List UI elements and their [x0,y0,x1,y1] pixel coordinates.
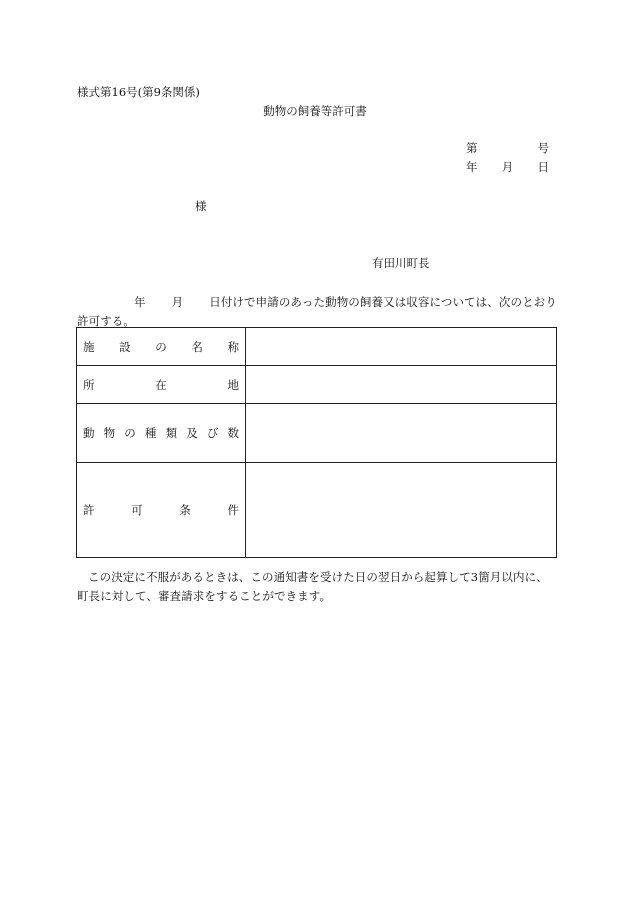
permit-details-table [76,327,557,558]
facility-name-value[interactable] [246,328,557,366]
label-char: 件 [227,503,239,517]
issuer-name: 有田川町長 [372,256,430,270]
animal-types-value[interactable] [246,404,557,463]
label-char: び [206,426,219,440]
row-label [77,366,246,404]
label-char: 名 [191,339,203,354]
label-char: 可 [131,503,143,517]
label-char: 種 [144,426,157,440]
label-char: 数 [227,426,239,440]
permit-conditions-value[interactable] [246,463,557,558]
number-prefix: 第 [466,141,478,155]
table-row [77,463,557,558]
label-char: 類 [165,426,178,440]
row-label [77,328,246,366]
form-number: 様式第16号(第9条関係) [77,85,200,99]
date-day: 日 [537,160,549,174]
table-row [77,366,557,404]
label-char: の [155,339,167,354]
number-suffix: 号 [537,141,549,155]
row-label [77,404,246,463]
appeal-notice-text: この決定に不服があるときは、この通知書を受けた日の翌日から起算して3箇月以内に、町長に対して、審査請求をすることができます。 [77,570,548,603]
appeal-notice [77,568,557,606]
label-char: 設 [119,339,131,354]
body-text: 日付けで申請のあった動物の飼養又は収容については、次のとおり許可する。 [77,295,557,328]
label-char: 所 [83,377,95,392]
label-char: の [124,426,136,440]
date-year: 年 [466,160,478,174]
body-year: 年 [134,295,146,309]
table-row [77,404,557,463]
label-char: 条 [179,503,191,517]
date-month: 月 [501,160,514,174]
label-char: 物 [103,426,116,440]
row-label [77,463,246,558]
label-char: 施 [83,339,95,354]
issue-date-line [466,162,549,174]
body-paragraph [77,293,557,331]
label-char: 及 [186,426,198,440]
body-month: 月 [171,295,184,309]
label-char: 動 [83,426,95,440]
label-char: 地 [227,377,239,392]
label-char: 称 [227,339,239,354]
document-number-line [466,143,549,155]
table-row [77,328,557,366]
document-title: 動物の飼養等許可書 [263,104,367,118]
label-char: 許 [83,503,95,517]
location-value[interactable] [246,366,557,404]
label-char: 在 [155,377,167,392]
addressee-honorific: 様 [195,199,207,213]
